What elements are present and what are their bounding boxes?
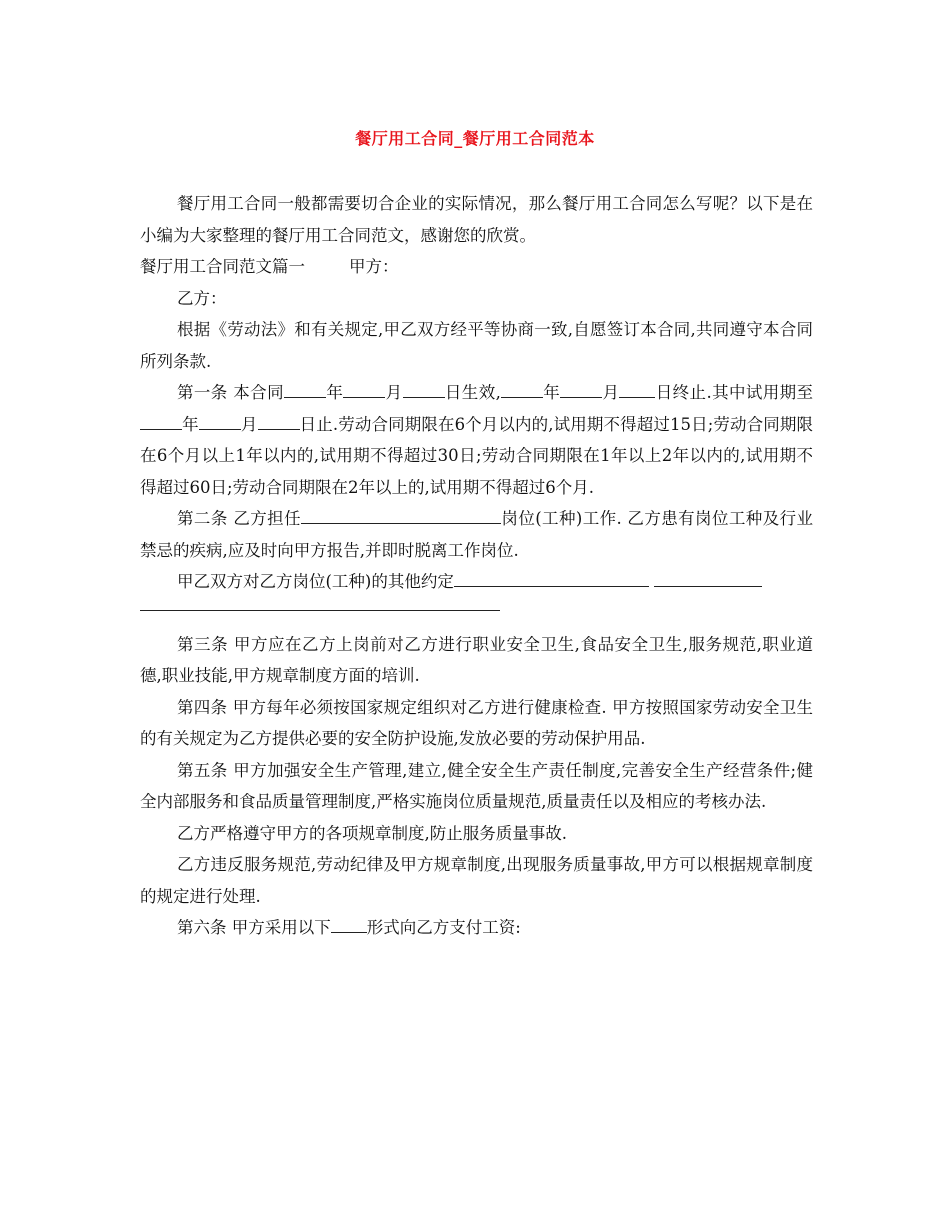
blank-field [619, 397, 655, 398]
article-6-paragraph: 第六条 甲方采用以下 形式向乙方支付工资: [177, 918, 521, 937]
party-b-label: 乙方： [177, 288, 227, 308]
intro-paragraph: 餐厅用工合同一般都需要切合企业的实际情况，那么餐厅用工合同怎么写呢？以下是在小编为大家整理的餐厅用工合同范文，感谢您的欣赏。 [140, 194, 813, 245]
blank-field [403, 397, 445, 398]
blank-field [501, 397, 543, 398]
party-a-label: 甲方： [349, 257, 399, 276]
blank-field [140, 429, 182, 430]
blank-field [301, 523, 501, 524]
preamble-paragraph: 根据《劳动法》和有关规定,甲乙双方经平等协商一致,自愿签订本合同,共同遵守本合同所列条款. [140, 320, 813, 371]
blank-field [454, 586, 649, 587]
blank-field [199, 429, 241, 430]
section-heading: 餐厅用工合同范文篇一 [140, 257, 305, 276]
section-heading-line [140, 251, 813, 283]
article-4-paragraph: 第四条 甲方每年必须按国家规定组织对乙方进行健康检查. 甲方按照国家劳动安全卫生的有关规定为乙方提供必要的安全防护设施,发放必要的劳动保护用品. [140, 697, 813, 748]
rule-2-paragraph: 乙方违反服务规范,劳动纪律及甲方规章制度,出现服务质量事故,甲方可以根据规章制度的规定进行处理. [140, 855, 813, 906]
rule-1-paragraph: 乙方严格遵守甲方的各项规章制度,防止服务质量事故. [177, 823, 567, 843]
document-body [140, 188, 813, 944]
document-title: 餐厅用工合同_餐厅用工合同范本 [355, 129, 595, 148]
blank-field [258, 429, 300, 430]
other-agreement-paragraph: 甲乙双方对乙方岗位(工种)的其他约定 [140, 566, 813, 598]
blank-field [284, 397, 326, 398]
blank-field [343, 397, 385, 398]
article-2-paragraph: 第二条 乙方担任 岗位(工种)工作. 乙方患有岗位工种及行业禁忌的疾病,应及时向甲方报告,并即时脱离工作岗位. [140, 509, 813, 560]
article-5-paragraph: 第五条 甲方加强安全生产管理,建立,健全安全生产责任制度,完善安全生产经营条件;健全内部服务和食品质量管理制度,严格实施岗位质量规范,质量责任以及相应的考核办法. [140, 760, 813, 811]
blank-field [654, 586, 762, 587]
blank-field [560, 397, 602, 398]
blank-field [331, 932, 367, 933]
blank-line [140, 610, 500, 611]
article-1-paragraph: 第一条 本合同 年 月 日生效, 年 月 日终止.其中试用期至年 月 日止.劳动合同期限在6个月以内的,试用期不得超过15日;劳动合同期限在6个月以上1年以内的,试用期不得超过30日;劳动合同期限在1年以上2年以内的,试用期不得超过60日;劳动合同期限在2年以上的,试用期不得超过6个月. [140, 383, 814, 497]
article-3-paragraph: 第三条 甲方应在乙方上岗前对乙方进行职业安全卫生,食品安全卫生,服务规范,职业道德,职业技能,甲方规章制度方面的培训. [140, 634, 813, 685]
